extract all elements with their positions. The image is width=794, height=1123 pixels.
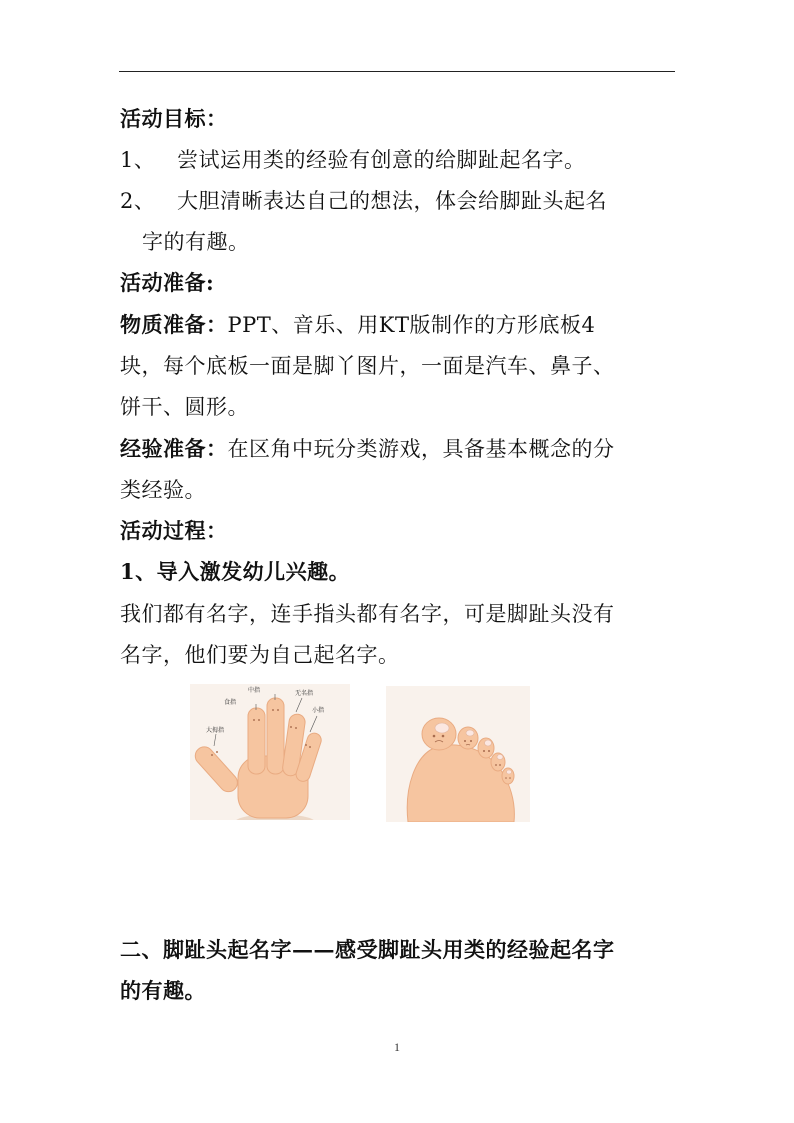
hand-illustration bbox=[190, 684, 350, 820]
goal-item-2-text: 大胆清晰表达自己的想法，体会给脚趾头起名 bbox=[177, 189, 607, 213]
hand-label-middle: 中指 bbox=[248, 687, 261, 694]
material-prep-line-3: 饼干、圆形。 bbox=[120, 395, 249, 419]
foot-illustration bbox=[386, 686, 530, 822]
step-2-title-line-1: 二、脚趾头起名字——感受脚趾头用类的经验起名字 bbox=[120, 937, 615, 962]
material-prep-label: 物质准备： bbox=[120, 312, 228, 337]
hand-label-little: 小指 bbox=[312, 707, 325, 714]
goal-item-1-text: 尝试运用类的经验有创意的给脚趾起名字。 bbox=[177, 148, 586, 172]
goals-heading: 活动目标： bbox=[120, 106, 228, 131]
experience-prep-line-1 bbox=[120, 434, 615, 464]
hand-label-thumb: 大拇指 bbox=[206, 727, 225, 734]
goal-item-2-number: 2、 bbox=[120, 189, 156, 213]
goal-item-2 bbox=[120, 186, 607, 216]
goal-item-2-continuation: 字的有趣。 bbox=[142, 230, 250, 254]
step-1-text-line-1: 我们都有名字，连手指头都有名字，可是脚趾头没有 bbox=[120, 602, 615, 626]
page-number: 1 bbox=[394, 1040, 400, 1054]
step-2-title-line-2: 的有趣。 bbox=[120, 978, 206, 1003]
step-1-title: 1、导入激发幼儿兴趣。 bbox=[120, 559, 351, 584]
material-prep-line-2: 块，每个底板一面是脚丫图片，一面是汽车、鼻子、 bbox=[120, 354, 615, 378]
material-prep-line-1 bbox=[120, 310, 595, 340]
prep-heading: 活动准备: bbox=[120, 270, 215, 295]
experience-prep-line-2: 类经验。 bbox=[120, 478, 206, 502]
hand-label-ring: 无名指 bbox=[295, 690, 314, 697]
goal-item-1 bbox=[120, 145, 586, 175]
experience-prep-text: 在区角中玩分类游戏，具备基本概念的分 bbox=[227, 437, 615, 461]
goal-item-1-number: 1、 bbox=[120, 148, 156, 172]
experience-prep-label: 经验准备： bbox=[120, 436, 228, 461]
hand-label-index: 食指 bbox=[224, 699, 237, 706]
material-prep-text: PPT、音乐、用KT版制作的方形底板4 bbox=[227, 313, 596, 337]
process-heading: 活动过程： bbox=[120, 518, 228, 543]
step-1-text-line-2: 名字，他们要为自己起名字。 bbox=[120, 643, 400, 667]
header-rule bbox=[119, 71, 675, 72]
